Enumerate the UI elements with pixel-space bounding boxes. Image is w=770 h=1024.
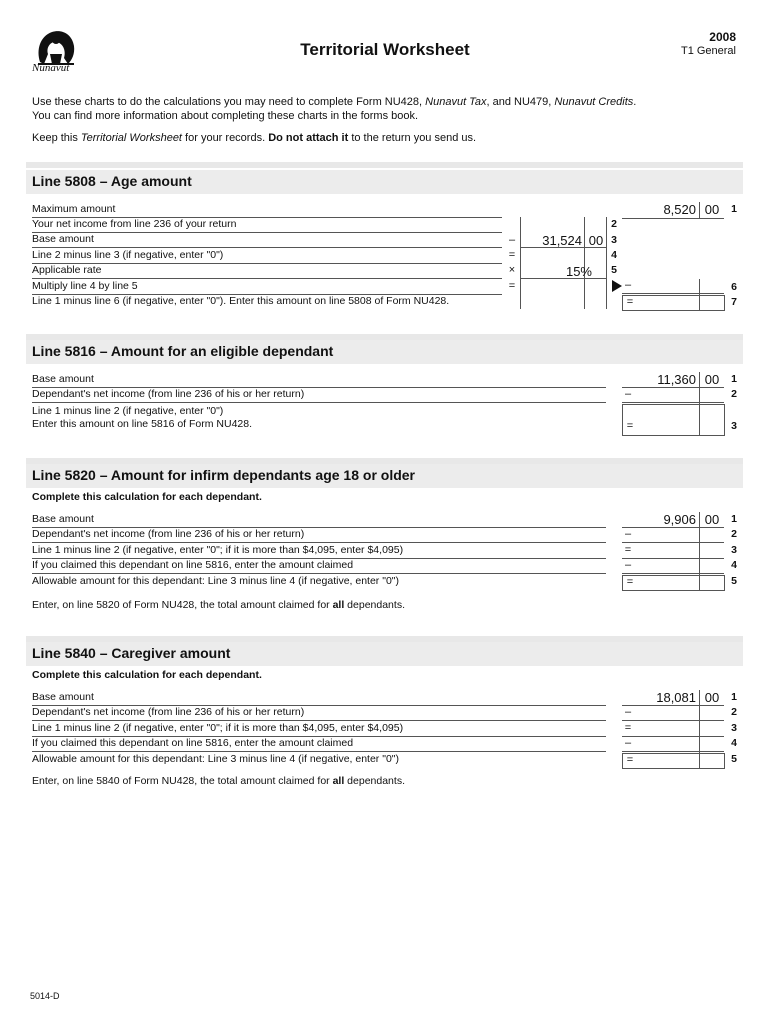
column-line — [584, 217, 585, 309]
row-rule — [32, 705, 606, 706]
row-rule — [32, 232, 502, 233]
row-label: Maximum amount — [32, 203, 116, 215]
field-rule — [622, 558, 724, 559]
row-rule — [32, 402, 606, 403]
row-rule — [32, 736, 606, 737]
times-sign: × — [508, 264, 516, 276]
row-label: Line 2 minus line 3 (if negative, enter "0") — [32, 249, 224, 261]
field-rule — [622, 527, 724, 528]
line-number: 4 — [731, 737, 737, 749]
line-number: 5 — [611, 264, 617, 276]
row-label: Allowable amount for this dependant: Line 3 minus line 4 (if negative, enter "0") — [32, 753, 400, 765]
row-label: Line 1 minus line 6 (if negative, enter "0"). Enter this amount on line 5808 of Form NU428. — [32, 295, 450, 307]
line-number: 7 — [731, 296, 737, 308]
row-rule — [32, 751, 606, 752]
line-number: 6 — [731, 281, 737, 293]
row-label: Dependant's net income (from line 236 of his or her return) — [32, 706, 305, 718]
row-label: If you claimed this dependant on line 5816, enter the amount claimed — [32, 737, 354, 749]
line-number: 2 — [731, 388, 737, 400]
base-amount-cents: 00 — [704, 690, 720, 705]
equals-sign: = — [508, 280, 516, 292]
tax-year: 2008 — [709, 30, 736, 44]
field-rule — [622, 720, 724, 721]
row-rule — [32, 527, 606, 528]
intro-text: Use these charts to do the calculations you may need to complete Form NU428, Nunavut Tax, and NU479, Nunavut Credits. You can find more information about completing these charts in the forms book. — [32, 96, 637, 122]
section-title-5816: Line 5816 – Amount for an eligible dependant — [32, 343, 334, 359]
row-rule — [32, 720, 606, 721]
max-amount-value: 8,520 — [663, 202, 696, 217]
row-rule — [32, 217, 502, 218]
equals-sign: = — [508, 249, 516, 261]
column-line — [606, 217, 607, 309]
form-code: 5014-D — [30, 991, 60, 1001]
total-box[interactable] — [622, 295, 725, 311]
line-number: 2 — [731, 528, 737, 540]
minus-sign: – — [508, 234, 516, 246]
line-number: 5 — [731, 753, 737, 765]
line-number: 2 — [731, 706, 737, 718]
row-label: Dependant's net income (from line 236 of his or her return) — [32, 388, 305, 400]
field-rule — [622, 218, 724, 219]
base-amount-value: 11,360 — [657, 372, 696, 387]
base-amount-cents: 00 — [704, 372, 720, 387]
line-number: 2 — [611, 218, 617, 230]
base-amount-cents: 00 — [588, 233, 604, 248]
field-rule — [622, 751, 724, 752]
section-subtitle: Complete this calculation for each dependant. — [32, 491, 262, 503]
row-label: Dependant's net income (from line 236 of his or her return) — [32, 528, 305, 540]
row-label: Base amount — [32, 513, 94, 525]
minus-sign: – — [624, 388, 632, 400]
base-amount-value: 18,081 — [656, 690, 696, 705]
row-label: Allowable amount for this dependant: Line 3 minus line 4 (if negative, enter "0") — [32, 575, 400, 587]
minus-sign: – — [624, 559, 632, 571]
row-rule — [32, 247, 502, 248]
minus-sign: – — [624, 279, 632, 291]
field-rule — [622, 387, 724, 388]
logo-text: Nunavut — [32, 62, 70, 74]
line-number: 1 — [731, 513, 737, 525]
section-title-5840: Line 5840 – Caregiver amount — [32, 645, 231, 661]
field-rule — [622, 573, 724, 574]
arrow-right-icon — [612, 280, 622, 292]
form-name: T1 General — [680, 45, 736, 57]
column-line — [520, 217, 521, 309]
line-number: 3 — [611, 234, 617, 246]
minus-sign: – — [624, 706, 632, 718]
section-subtitle: Complete this calculation for each dependant. — [32, 669, 262, 681]
line-number: 4 — [611, 249, 617, 261]
row-label: If you claimed this dependant on line 5816, enter the amount claimed — [32, 559, 354, 571]
line-number: 1 — [731, 691, 737, 703]
row-label: Your net income from line 236 of your return — [32, 218, 237, 230]
field-rule — [622, 402, 724, 403]
minus-sign: – — [624, 737, 632, 749]
row-rule — [32, 558, 606, 559]
field-rule — [622, 705, 724, 706]
row-rule — [32, 294, 502, 295]
equals-sign: = — [626, 576, 634, 588]
equals-sign: = — [624, 722, 632, 734]
row-label: Base amount — [32, 373, 94, 385]
equals-sign: = — [626, 420, 634, 432]
base-amount-cents: 00 — [704, 512, 720, 527]
minus-sign: – — [624, 528, 632, 540]
column-line — [699, 575, 700, 590]
field-rule — [622, 542, 724, 543]
total-box[interactable] — [622, 404, 725, 436]
equals-sign: = — [626, 754, 634, 766]
field-rule — [622, 293, 724, 294]
page-title: Territorial Worksheet — [300, 40, 470, 59]
enter-note: Enter, on line 5820 of Form NU428, the total amount claimed for all dependants. — [32, 599, 405, 611]
row-label: Line 1 minus line 2 (if negative, enter "0") — [32, 405, 224, 417]
row-rule — [32, 278, 502, 279]
row-rule — [32, 573, 606, 574]
row-rule — [32, 263, 502, 264]
row-label: Base amount — [32, 233, 94, 245]
line-number: 1 — [731, 203, 737, 215]
row-label: Applicable rate — [32, 264, 102, 276]
section-divider — [26, 162, 743, 168]
row-label: Line 1 minus line 2 (if negative, enter "0"; if it is more than $4,095, enter $4,095) — [32, 722, 404, 734]
line-number: 3 — [731, 420, 737, 432]
rate-value: 15% — [565, 264, 592, 279]
total-box[interactable] — [622, 575, 725, 591]
row-label: Base amount — [32, 691, 94, 703]
line-number: 1 — [731, 373, 737, 385]
line-number: 4 — [731, 559, 737, 571]
line-number: 3 — [731, 544, 737, 556]
enter-note: Enter, on line 5840 of Form NU428, the total amount claimed for all dependants. — [32, 775, 405, 787]
base-amount-value: 31,524 — [542, 233, 582, 248]
row-label: Line 1 minus line 2 (if negative, enter "0"; if it is more than $4,095, enter $4,095) — [32, 544, 404, 556]
equals-sign: = — [624, 544, 632, 556]
column-line — [699, 295, 700, 310]
max-amount-cents: 00 — [704, 202, 720, 217]
column-line — [699, 404, 700, 435]
row-rule — [32, 542, 606, 543]
row-rule — [32, 387, 606, 388]
row-label: Enter this amount on line 5816 of Form NU428. — [32, 418, 253, 430]
line-number: 5 — [731, 575, 737, 587]
section-title-5808: Line 5808 – Age amount — [32, 173, 192, 189]
base-amount-value: 9,906 — [663, 512, 696, 527]
equals-sign: = — [626, 296, 634, 308]
keep-note: Keep this Territorial Worksheet for your records. Do not attach it to the return you send us. — [32, 132, 477, 144]
column-line — [699, 753, 700, 768]
field-rule — [622, 736, 724, 737]
total-box[interactable] — [622, 753, 725, 769]
row-label: Multiply line 4 by line 5 — [32, 280, 138, 292]
line-number: 3 — [731, 722, 737, 734]
section-title-5820: Line 5820 – Amount for infirm dependants age 18 or older — [32, 467, 416, 483]
